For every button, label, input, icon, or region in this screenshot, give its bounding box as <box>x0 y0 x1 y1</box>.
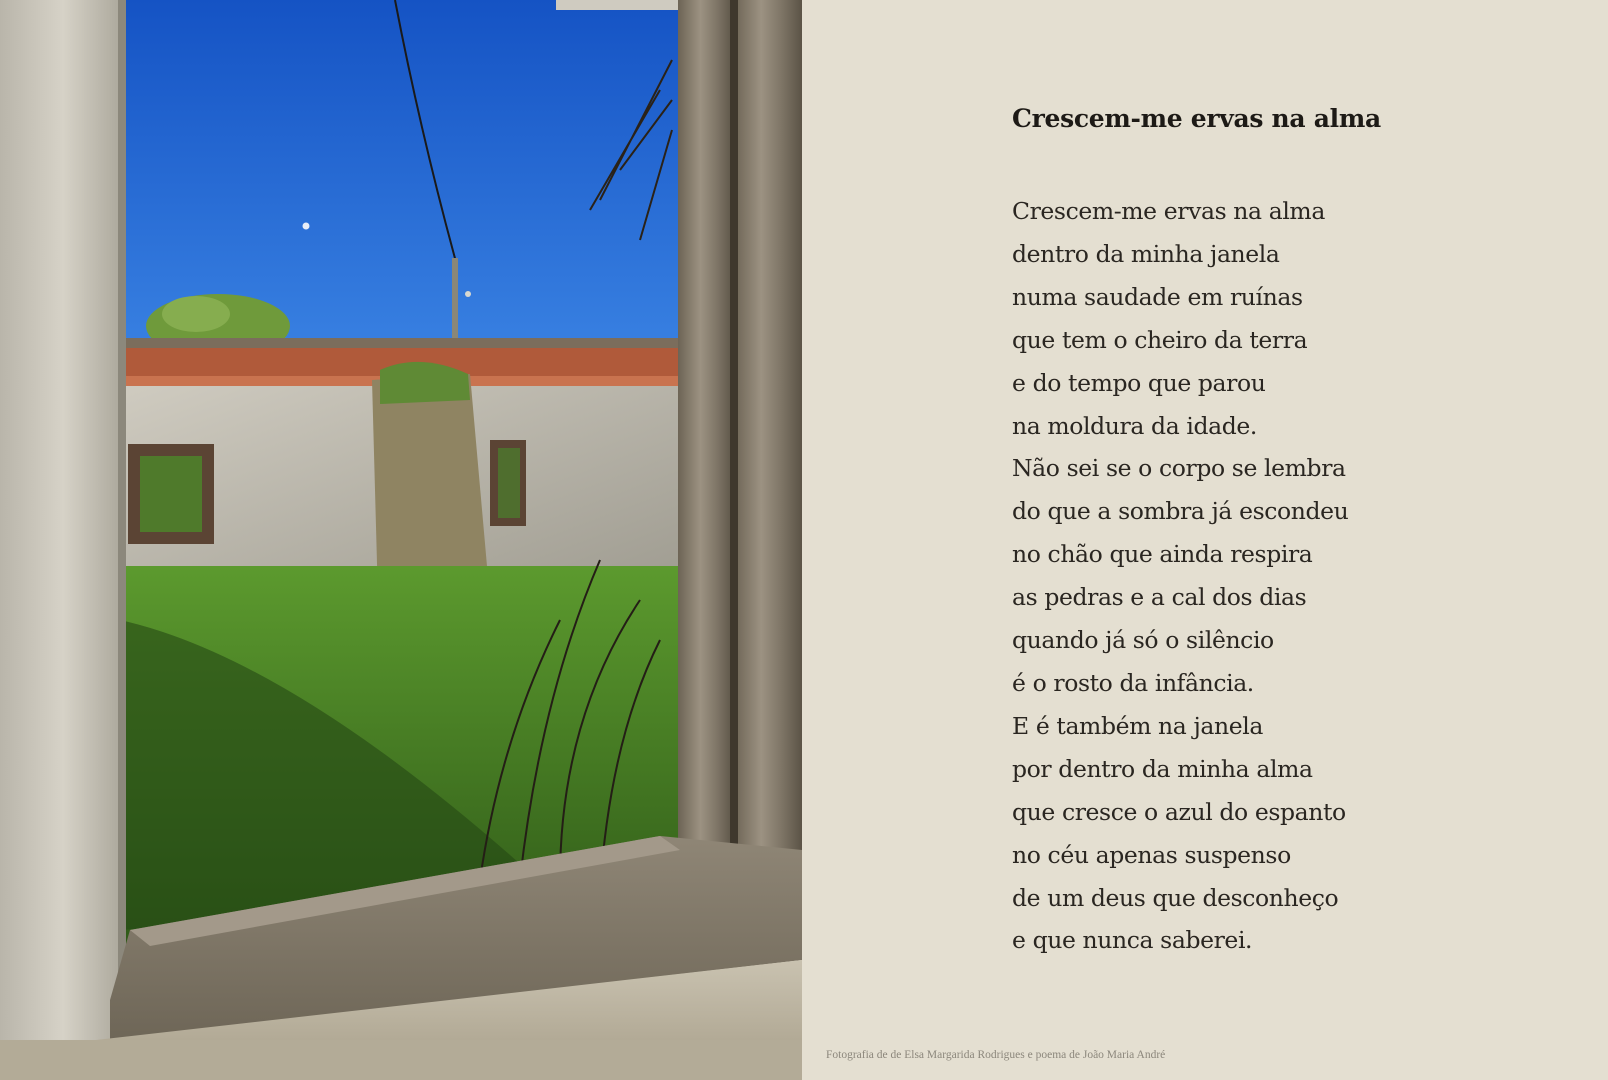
poem-body <box>1012 190 1348 962</box>
poem-line: e do tempo que parou <box>1012 368 1266 397</box>
poem-line: na moldura da idade. <box>1012 411 1257 440</box>
poem-line: dentro da minha janela <box>1012 239 1280 268</box>
poem-line: que cresce o azul do espanto <box>1012 797 1346 826</box>
poem-line: numa saudade em ruínas <box>1012 282 1303 311</box>
poem-line: do que a sombra já escondeu <box>1012 497 1349 526</box>
poem-line: por dentro da minha alma <box>1012 754 1313 783</box>
poem-title: Crescem-me ervas na alma <box>1012 104 1381 133</box>
window-ruin-photo <box>0 0 802 1080</box>
poem-line: e que nunca saberei. <box>1012 926 1253 955</box>
poem-line: Não sei se o corpo se lembra <box>1012 454 1346 483</box>
poem-line: que tem o cheiro da terra <box>1012 325 1308 354</box>
poem-line: quando já só o silêncio <box>1012 626 1274 655</box>
poem-line: de um deus que desconheço <box>1012 883 1339 912</box>
poem-panel <box>802 0 1608 1080</box>
poem-line: no céu apenas suspenso <box>1012 840 1291 869</box>
photo-poem-credit: Fotografia de de Elsa Margarida Rodrigues e poema de João Maria André <box>826 1049 1166 1061</box>
poem-line: Crescem-me ervas na alma <box>1012 197 1325 225</box>
ruined-house-window-photo-icon <box>0 0 802 1080</box>
poem-line: no chão que ainda respira <box>1012 540 1313 569</box>
poem-line: as pedras e a cal dos dias <box>1012 583 1307 612</box>
poem-line: é o rosto da infância. <box>1012 668 1254 697</box>
poem-line: E é também na janela <box>1012 711 1263 740</box>
